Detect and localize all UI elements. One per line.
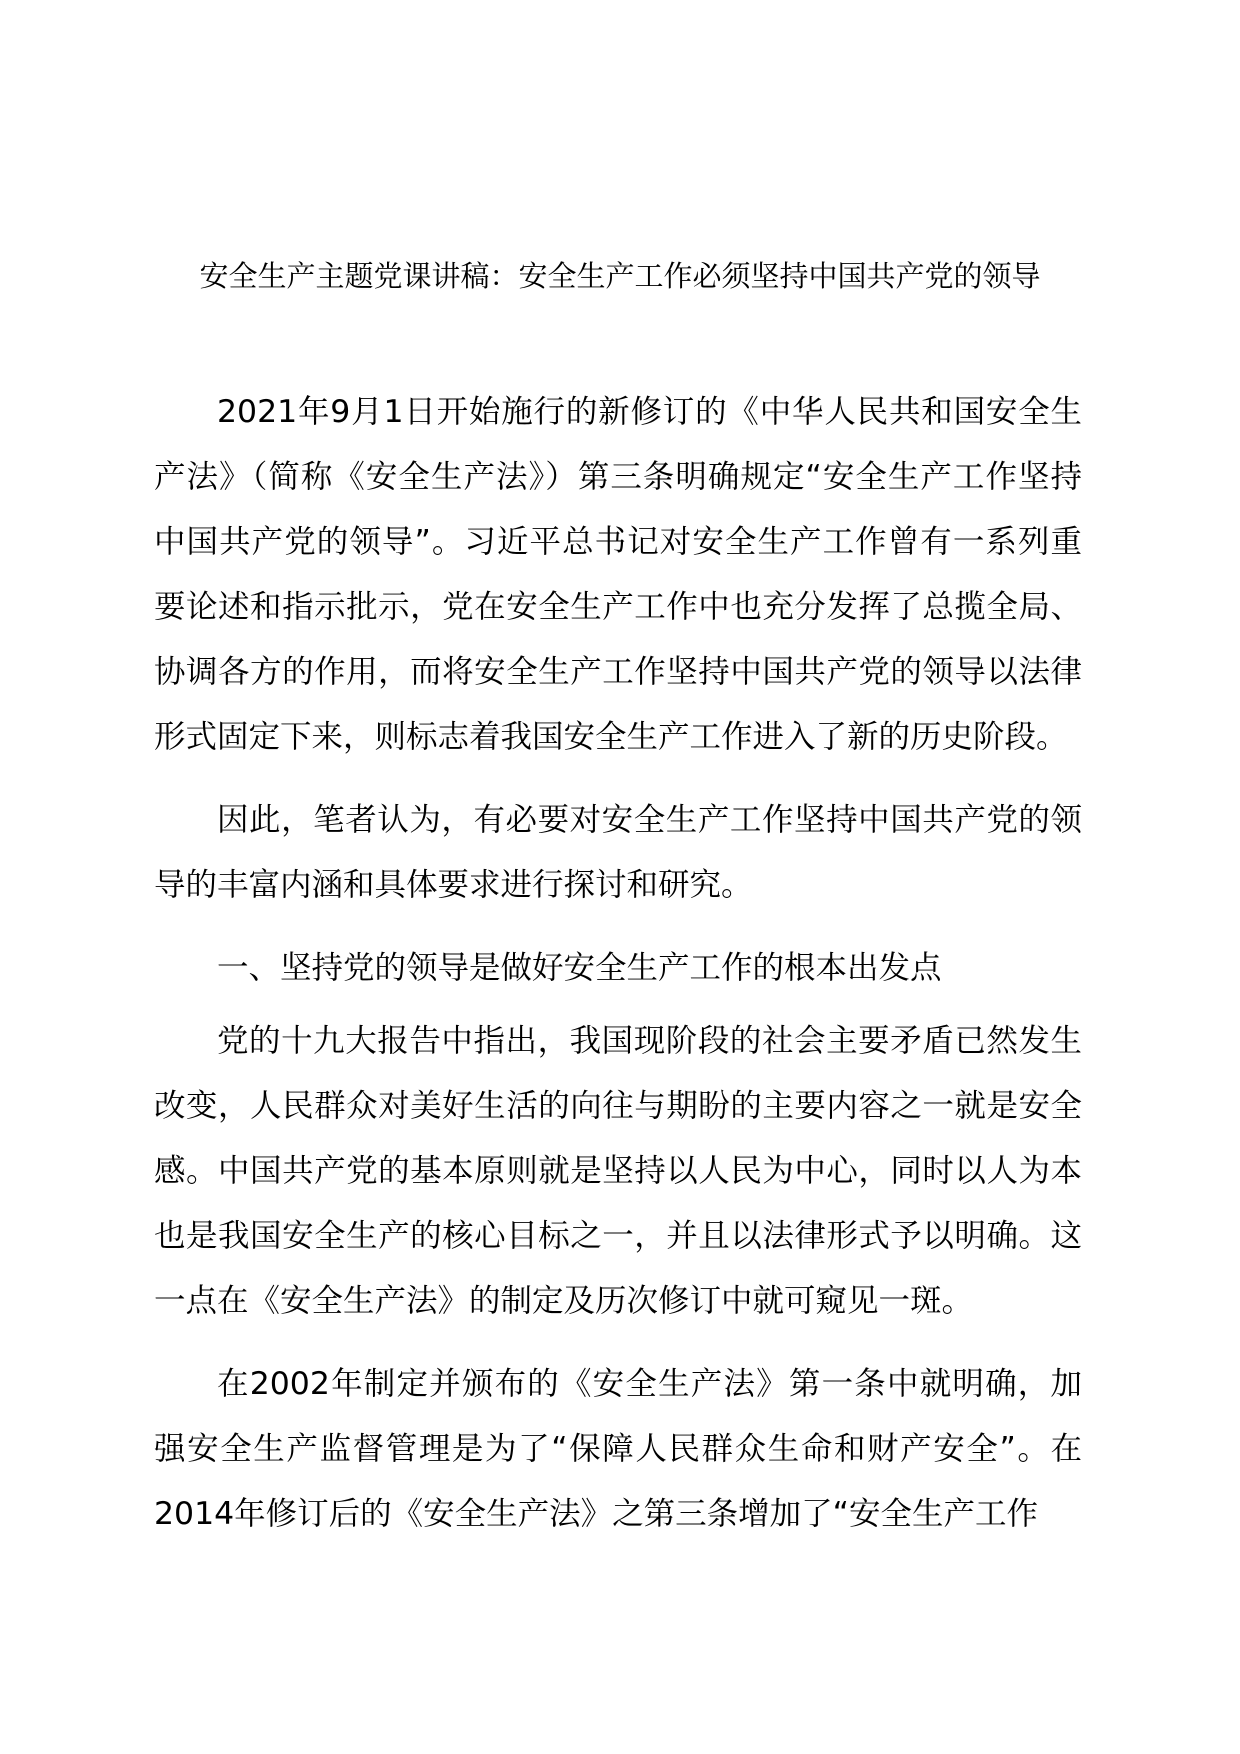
section-heading-1: 一、坚持党的领导是做好安全生产工作的根本出发点 — [217, 950, 942, 986]
paragraph-2: 因此，笔者认为，有必要对安全生产工作坚持中国共产党的领导的丰富内涵和具体要求进行探讨和研究。 — [154, 802, 1082, 903]
paragraph-3: 党的十九大报告中指出，我国现阶段的社会主要矛盾已然发生改变，人民群众对美好生活的向往与期盼的主要内容之一就是安全感。中国共产党的基本原则就是坚持以人民为中心，同时以人为本也是我国安全生产的核心目标之一，并且以法律形式予以明确。这一点在《安全生产法》的制定及历次修订中就可窥见一斑。 — [154, 1023, 1082, 1319]
paragraph-4: 在2002年制定并颁布的《安全生产法》第一条中就明确，加强安全生产监督管理是为了“保障人民群众生命和财产安全”。在2014年修订后的《安全生产法》之第三条增加了“安全生产工作 — [154, 1366, 1082, 1532]
document-title: 安全生产主题党课讲稿：安全生产工作必须坚持中国共产党的领导 — [199, 259, 1041, 293]
document-body — [154, 380, 1082, 1565]
paragraph-1: 2021年9月1日开始施行的新修订的《中华人民共和国安全生产法》（简称《安全生产法》）第三条明确规定“安全生产工作坚持中国共产党的领导”。习近平总书记对安全生产工作曾有一系列重要论述和指示批示，党在安全生产工作中也充分发挥了总揽全局、协调各方的作用，而将安全生产工作坚持中国共产党的领导以法律形式固定下来，则标志着我国安全生产工作进入了新的历史阶段。 — [154, 394, 1082, 755]
